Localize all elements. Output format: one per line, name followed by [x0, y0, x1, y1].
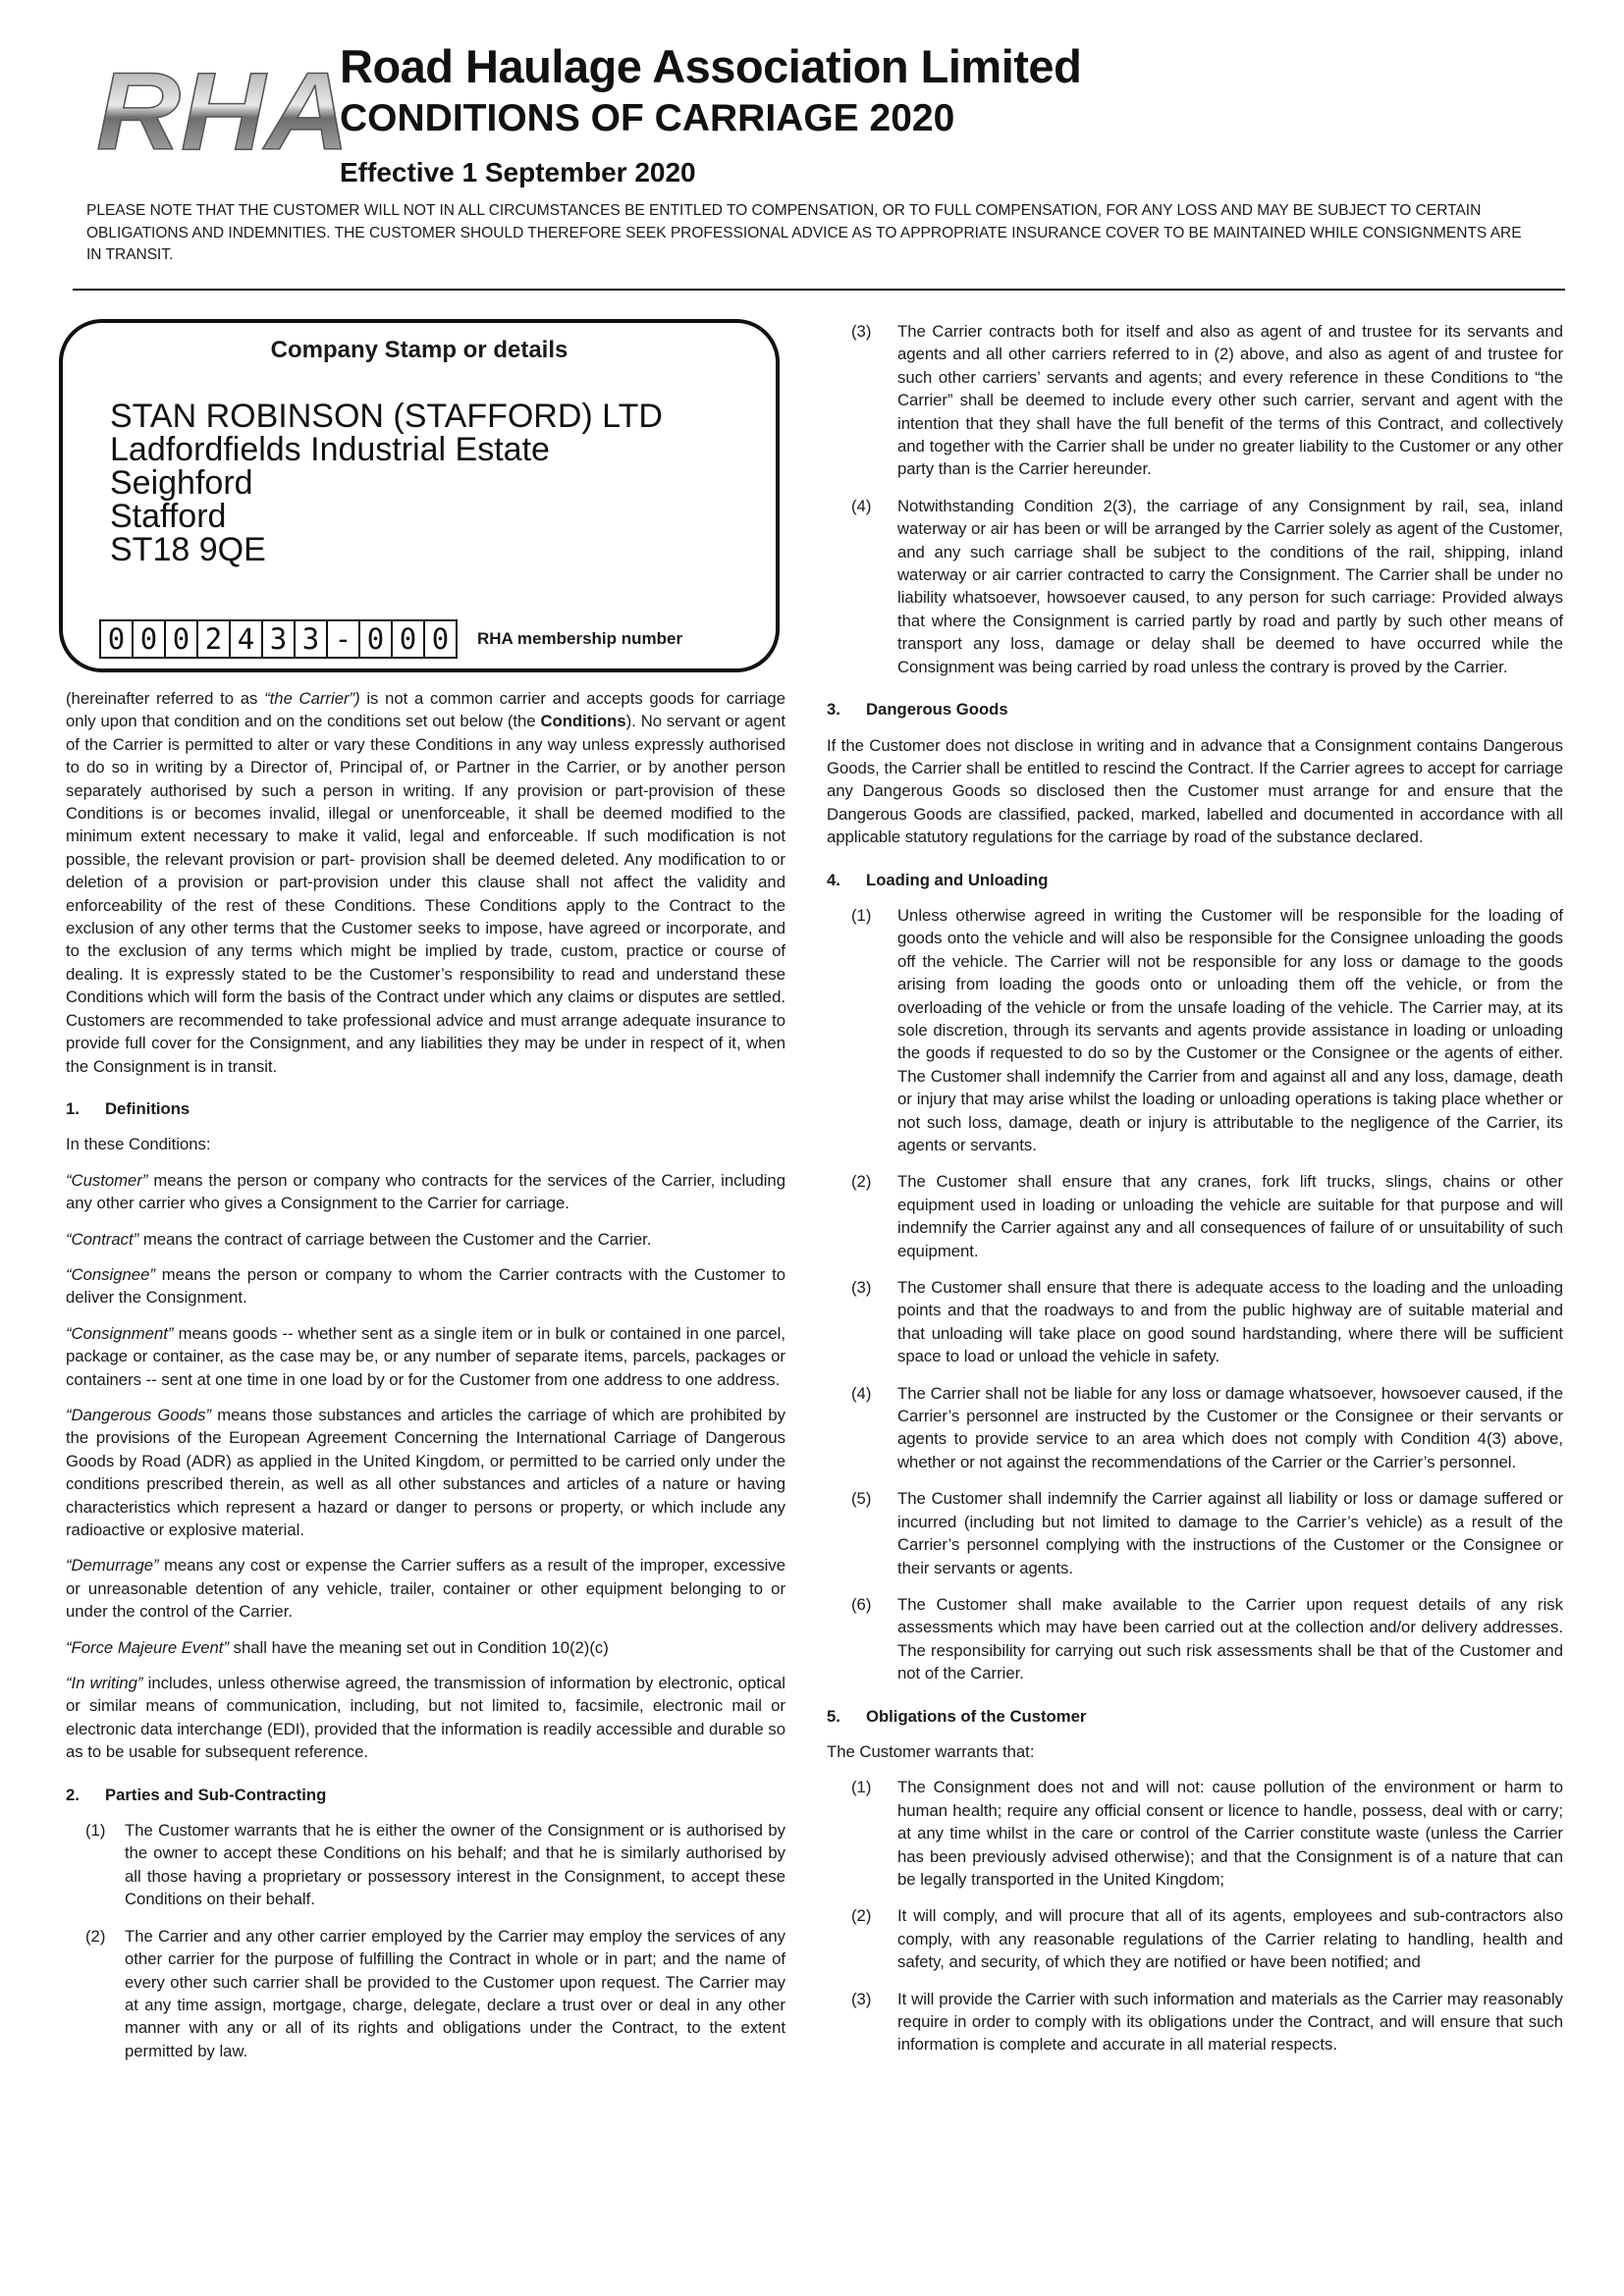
section-title: Definitions	[105, 1098, 190, 1118]
intro-text: ). No servant or agent of the Carrier is permitted to alter or vary these Conditions in any way unless expressly authorised to do so in writing by a Director of, Principal of, or Partner in the Carrier, or by another person separately authorised by such a person in writing. If any provision or part-provision of these Conditions is or becomes invalid, illegal or unenforceable, it shall be deemed modified to the minimum extent necessary to make it valid, legal and enforceable. If such modification is not possible, the relevant provision or part- provision shall be deemed deleted. Any modification to or deletion of a provision or part-provision under this clause shall not affect the validity and enforceability of the rest of these Conditions. These Conditions apply to the Contract to the exclusion of any other terms that the Customer seeks to impose, have agreed or incorporate, and to the exclusion of any terms which might be implied by trade, custom, practice or course of dealing. It is expressly stated to be the Customer’s responsibility to read and understand these Conditions which will form the basis of the Contract under which any claims or disputes are settled. Customers are recommended to take professional advice and must arrange adequate insurance to provide full cover for the Consignment, and any liabilities they may be under in respect of it, when the Consignment is in transit.	[66, 712, 785, 1076]
section-number: 5.	[827, 1706, 840, 1726]
company-details	[110, 400, 663, 566]
clause-text: The Customer shall ensure that any cranes, fork lift trucks, slings, chains or other equipment used in loading or unloading the vehicle are suitable for that purpose and will indemnify the Carrier against any and all consequences of failure of or unsuitability of such equipment.	[897, 1172, 1563, 1260]
definition-text: means those substances and articles the carriage of which are prohibited by the provisions of the European Agreement Concerning the International Carriage of Dangerous Goods by Road (ADR) as applied in the United Kingdom, or permitted to be carried only under the conditions prescribed therein, as well as all other substances and articles of a nature or having characteristics which represent a hazard or danger to persons or property, or which include any radioactive or explosive material.	[66, 1405, 786, 1539]
clause-text: The Customer shall ensure that there is adequate access to the loading and the unloading points and that the roadways to and from the public highway are of suitable material and that unloading will take place on good sound hardstanding, where there will be sufficient space to load or unload the vehicle in safety.	[897, 1278, 1563, 1366]
document-title: Road Haulage Association Limited	[340, 40, 1082, 92]
clause-number: (1)	[85, 1821, 106, 1841]
membership-number	[99, 619, 458, 659]
section-title: Loading and Unloading	[866, 870, 1049, 889]
defined-term: “Demurrage”	[66, 1556, 159, 1575]
membership-digit: 0	[132, 621, 164, 657]
clause-text: The Carrier and any other carrier employed by the Carrier may employ the services of any other carrier for the purpose of fulfilling the Contract in whole or in part; and the name of every other such carrier shall be provided to the Customer upon request. The Carrier may at any time assign, mortgage, charge, delegate, declare a trust over or deal in any other manner with any or all of its rights and obligations under the Contract, to the extent permitted by law.	[125, 1926, 785, 2060]
clause-text: The Carrier shall not be liable for any loss or damage whatsoever, howsoever caused, if the Carrier’s personnel are instructed by the Customer or the Consignee or their servants or agents to provide service to an area which does not comply with Condition 4(3) above, whether or not against the recommendations of the Carrier or the Carrier’s personnel.	[897, 1383, 1563, 1471]
intro-text: is not a common carrier and accepts goods for carriage only upon that condition and on the conditions set out below (the	[66, 689, 785, 731]
document-subtitle: CONDITIONS OF CARRIAGE 2020	[340, 97, 955, 139]
section-paragraph: If the Customer does not disclose in writing and in advance that a Consignment contains Dangerous Goods, the Carrier shall be entitled to rescind the Contract. If the Carrier agrees to accept for carriage any Dangerous Goods so disclosed then the Customer must arrange for and ensure that the Dangerous Goods are classified, packed, marked, labelled and documented in accordance with all applicable statutory regulations for the carriage by road of the substance declared.	[827, 735, 1563, 847]
clause-number: (3)	[851, 1278, 872, 1298]
intro-term: “the Carrier”)	[264, 689, 360, 708]
membership-digit: 0	[423, 621, 456, 657]
clause-number: (1)	[851, 905, 872, 925]
address-postcode: ST18 9QE	[110, 531, 266, 568]
definition	[66, 1404, 785, 1541]
clause-text: It will provide the Carrier with such information and materials as the Carrier may reasonably require in order to comply with its obligations under the Contract, and will ensure that such information is complete and accurate in all material respects.	[897, 1989, 1563, 2055]
membership-number-row	[99, 619, 682, 659]
company-stamp-box	[59, 319, 780, 672]
clause	[66, 1819, 785, 1911]
section-heading-5	[827, 1705, 1563, 1728]
definition-text: means the contract of carriage between the Customer and the Carrier.	[138, 1229, 652, 1249]
defined-term: “In writing”	[66, 1674, 143, 1693]
intro-text: (hereinafter referred to as	[66, 689, 265, 708]
rha-logo-text: RHA	[96, 59, 350, 165]
clause-number: (3)	[851, 322, 872, 341]
definition-text: means any cost or expense the Carrier suffers as a result of the improper, excessive or unreasonable detention of any vehicle, trailer, container or other equipment belonging to or under the control of the Carrier.	[66, 1556, 785, 1622]
clause-number: (6)	[851, 1594, 872, 1614]
clause-text: Notwithstanding Condition 2(3), the carriage of any Consignment by rail, sea, inland waterway or air has been or will be arranged by the Carrier solely as agent of the Customer, and any such carriage shall be subject to the conditions of the rail, shipping, inland waterway or air carrier contracted to carry the Consignment. The Carrier shall be under no liability whatsoever, howsoever caused, to any person for such carriage: Provided always that where the Consignment is carried partly by road and partly by such other means of transport any loss, damage or delay shall be deemed to have occurred while the Consignment was being carried by road unless the contrary is proved by the Carrier.	[897, 496, 1563, 676]
section-lead: In these Conditions:	[66, 1135, 211, 1154]
clause	[827, 1988, 1563, 2056]
definition-text: shall have the meaning set out in Condition 10(2)(c)	[229, 1637, 609, 1657]
definition-text: means the person or company to whom the Carrier contracts with the Customer to deliver the Consignment.	[66, 1264, 785, 1308]
clause-text: The Customer warrants that he is either the owner of the Consignment or is authorised by the owner to accept these Conditions on his behalf; and that he is similarly authorised by all those having a proprietary or possessory interest in the Consignment, to accept these Conditions on their behalf.	[125, 1821, 785, 1909]
section-number: 1.	[66, 1098, 80, 1118]
clause-text: The Consignment does not and will not: cause pollution of the environment or harm to human health; require any official consent or licence to handle, possess, deal with or carry; at any time whilst in the care or control of the Carrier constitute waste (unless the Carrier has been previously advised otherwise); and that the Consignment is of a nature that can be legally transported in the United Kingdom;	[897, 1778, 1563, 1889]
clause-number: (5)	[851, 1489, 872, 1509]
header-divider	[73, 289, 1565, 291]
definition	[66, 1554, 785, 1623]
membership-digit: 0	[358, 621, 391, 657]
clause-text: The Carrier contracts both for itself and also as agent of and trustee for its servants and agents and all other carriers referred to in (2) above, and also as agent of and trustee for such other carriers’ servants and agents; and every reference in these Conditions to “the Carrier” shall be deemed to include every other such carrier, servant and agent with the intention that they shall have the full benefit of the terms of this Contract, and collectively and together with the Carrier shall be under no greater liability to the Customer or any other party than is the Carrier hereunder.	[897, 322, 1563, 479]
membership-digit: -	[326, 621, 358, 657]
definition	[66, 1169, 785, 1215]
clause	[827, 1276, 1563, 1368]
definition	[66, 1228, 785, 1251]
clause-number: (4)	[851, 496, 872, 515]
membership-digit: 2	[196, 621, 229, 657]
defined-term: “Consignee”	[66, 1264, 155, 1284]
left-column	[66, 687, 785, 2076]
section-heading-4	[827, 869, 1563, 891]
membership-label: RHA membership number	[477, 629, 683, 648]
section-title: Obligations of the Customer	[866, 1706, 1087, 1726]
clause	[827, 495, 1563, 678]
address-town: Stafford	[110, 498, 227, 535]
defined-term: “Customer”	[66, 1170, 148, 1190]
definition	[66, 1636, 785, 1659]
defined-term: “Consignment”	[66, 1323, 174, 1343]
clause-number: (1)	[851, 1778, 872, 1797]
section-heading-3	[827, 698, 1563, 721]
defined-term: “Contract”	[66, 1229, 139, 1249]
clause-number: (3)	[851, 1989, 872, 2008]
address-line-2: Seighford	[110, 464, 253, 502]
title-block	[340, 39, 1081, 192]
membership-digit: 0	[107, 622, 126, 656]
clause	[827, 1382, 1563, 1474]
section-number: 3.	[827, 700, 840, 720]
membership-digit: 3	[261, 621, 294, 657]
stamp-title: Company Stamp or details	[270, 337, 568, 363]
clause-text: Unless otherwise agreed in writing the Customer will be responsible for the loading of goods onto the vehicle and will also be responsible for the Consignee unloading the goods off the vehicle. The Carrier will not be responsible for any loss or damage to the goods arising from loading the goods onto or unloading them off the vehicle, or from the overloading of the vehicle or from the unsafe loading of the vehicle. The Carrier may, at its sole discretion, through its servants and agents provide assistance in loading or unloading the goods if requested to do so by the Customer or the Consignee or the agents of either. The Customer shall indemnify the Carrier from and against all and any loss, damage, death or injury that may arise whilst the loading or unloading operations is taking place whether or not such loss, damage, death or injury is attributable to the negligence of the Carrier, its agents or servants.	[897, 905, 1563, 1154]
definition	[66, 1672, 785, 1764]
clause-number: (2)	[851, 1172, 872, 1192]
section-title: Dangerous Goods	[866, 700, 1008, 720]
clause-number: (2)	[851, 1906, 872, 1926]
intro-paragraph	[66, 687, 785, 1078]
clause	[827, 1904, 1563, 1973]
definition-text: includes, unless otherwise agreed, the transmission of information by electronic, optical or similar means of communication, including, but not limited to, facsimile, electronic mail or electronic data interchange (EDI), provided that the information is readily accessible and durable so as to be usable for subsequent reference.	[66, 1674, 785, 1762]
membership-digit: 4	[229, 621, 261, 657]
clause-text: It will comply, and will procure that all of its agents, employees and sub-contractors also comply, with any reasonable regulations of the Carrier relating to handling, health and safety, and security, of which they are notified or have been notified; and	[897, 1906, 1563, 1972]
clause-text: The Customer shall indemnify the Carrier against all liability or loss or damage suffered or incurred (including but not limited to damage to the Carrier’s vehicle) as a result of the Carrier’s personnel complying with the instructions of the Customer or the Consignee or their servants or agents.	[897, 1489, 1563, 1577]
defined-term: “Dangerous Goods”	[66, 1405, 212, 1424]
right-column	[827, 320, 1563, 2070]
clause-text: The Customer shall make available to the Carrier upon request details of any risk assessments which may have been carried out at the collection and/or delivery addresses. The responsibility for carrying out such risk assessments shall be that of the Customer and not of the Carrier.	[897, 1594, 1563, 1683]
section-heading-1	[66, 1097, 785, 1120]
defined-term: “Force Majeure Event”	[66, 1637, 230, 1657]
membership-digit: 0	[391, 621, 423, 657]
clause	[827, 1487, 1563, 1579]
clause	[827, 1170, 1563, 1262]
notice-text: PLEASE NOTE THAT THE CUSTOMER WILL NOT IN ALL CIRCUMSTANCES BE ENTITLED TO COMPENSATION, OR TO FULL COMPENSATION, FOR ANY LOSS AND MAY BE SUBJECT TO CERTAIN OBLIGATIONS AND INDEMNITIES. THE CUSTOMER SHOULD THEREFORE SEEK PROFESSIONAL ADVICE AS TO APPROPRIATE INSURANCE COVER TO BE MAINTAINED WHILE CONSIGNMENTS ARE IN TRANSIT.	[86, 202, 1522, 263]
clause-number: (4)	[851, 1383, 872, 1403]
clause	[66, 1925, 785, 2062]
membership-digit: 0	[164, 621, 196, 657]
rha-logo	[92, 59, 355, 165]
clause	[827, 320, 1563, 481]
clause	[827, 1776, 1563, 1891]
definition-text: means goods -- whether sent as a single item or in bulk or contained in one parcel, package or container, as the case may be, or any number of separate items, parcels, packages or containers -- sent at one time in one load by or for the Customer from one address to one address.	[66, 1323, 785, 1389]
address-line-1: Ladfordfields Industrial Estate	[110, 431, 550, 468]
clause	[827, 1593, 1563, 1685]
definition	[66, 1263, 785, 1309]
clause	[827, 904, 1563, 1156]
document-header	[86, 39, 1559, 196]
definition	[66, 1322, 785, 1391]
company-name: STAN ROBINSON (STAFFORD) LTD	[110, 398, 663, 435]
section-lead: The Customer warrants that:	[827, 1741, 1035, 1761]
section-number: 4.	[827, 870, 840, 889]
effective-date: Effective 1 September 2020	[340, 157, 696, 187]
section-title: Parties and Sub-Contracting	[105, 1785, 327, 1804]
membership-digit: 3	[294, 621, 326, 657]
definition-text: means the person or company who contracts for the services of the Carrier, including any other carrier who gives a Consignment to the Carrier for carriage.	[66, 1170, 785, 1213]
intro-bold-term: Conditions	[540, 712, 626, 731]
section-number: 2.	[66, 1785, 80, 1804]
clause-number: (2)	[85, 1926, 106, 1946]
section-heading-2	[66, 1784, 785, 1806]
